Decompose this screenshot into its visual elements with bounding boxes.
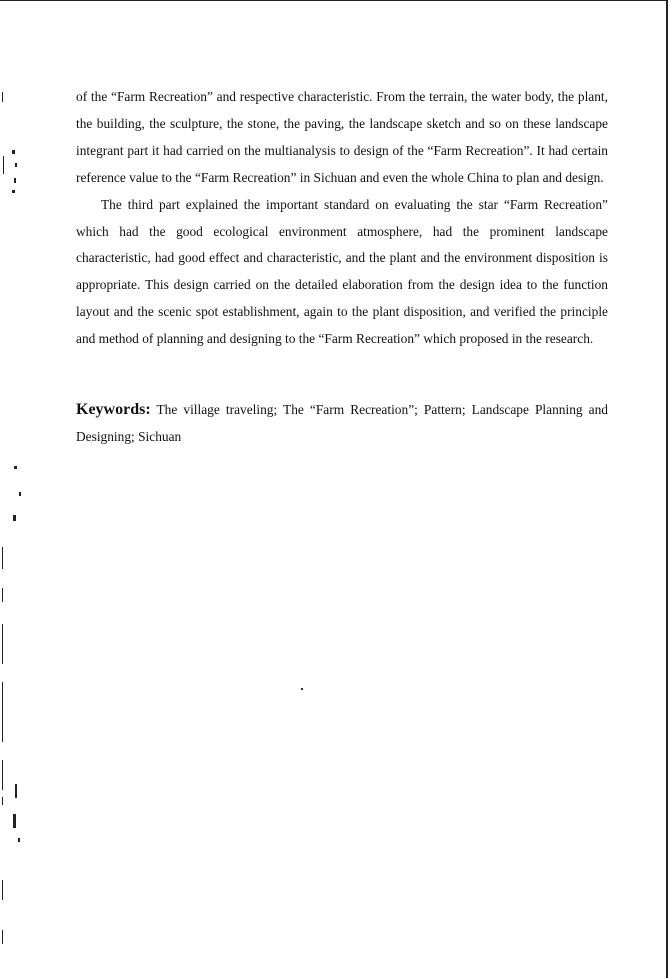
abstract-paragraph-2: The third part explained the important standard on evaluating the star “Farm Recreation” which had the good ecological environment atmosphere, had the prominent landscape characteristic, had good effect and characteristic, and the plant and the environment disposition is appropriate. This design carried on the detailed elaboration from the design idea to the function layout and the scenic spot establishment, again to the plant disposition, and verified the principle and method of planning and designing to the “Farm Recreation” which proposed in the research.	[76, 196, 608, 347]
page-top-border	[0, 0, 668, 1]
abstract-paragraph-1: of the “Farm Recreation” and respective characteristic. From the terrain, the water body, the plant, the building, the sculpture, the stone, the paving, the landscape sketch and so on these landscape integrant part it had carried on the multianalysis to design of the “Farm Recreation”. It had certain reference value to the “Farm Recreation” in Sichuan and even the whole China to plan and design.	[76, 89, 608, 185]
keywords-block	[76, 397, 608, 451]
page-right-border	[666, 0, 668, 978]
scan-margin-marks	[0, 0, 30, 978]
keywords-label: Keywords:	[76, 401, 151, 419]
abstract-body	[76, 84, 608, 451]
keywords-text: The village traveling; The “Farm Recreation”; Pattern; Landscape Planning and Designing; Sichuan	[76, 402, 608, 444]
scan-dot	[301, 688, 303, 690]
